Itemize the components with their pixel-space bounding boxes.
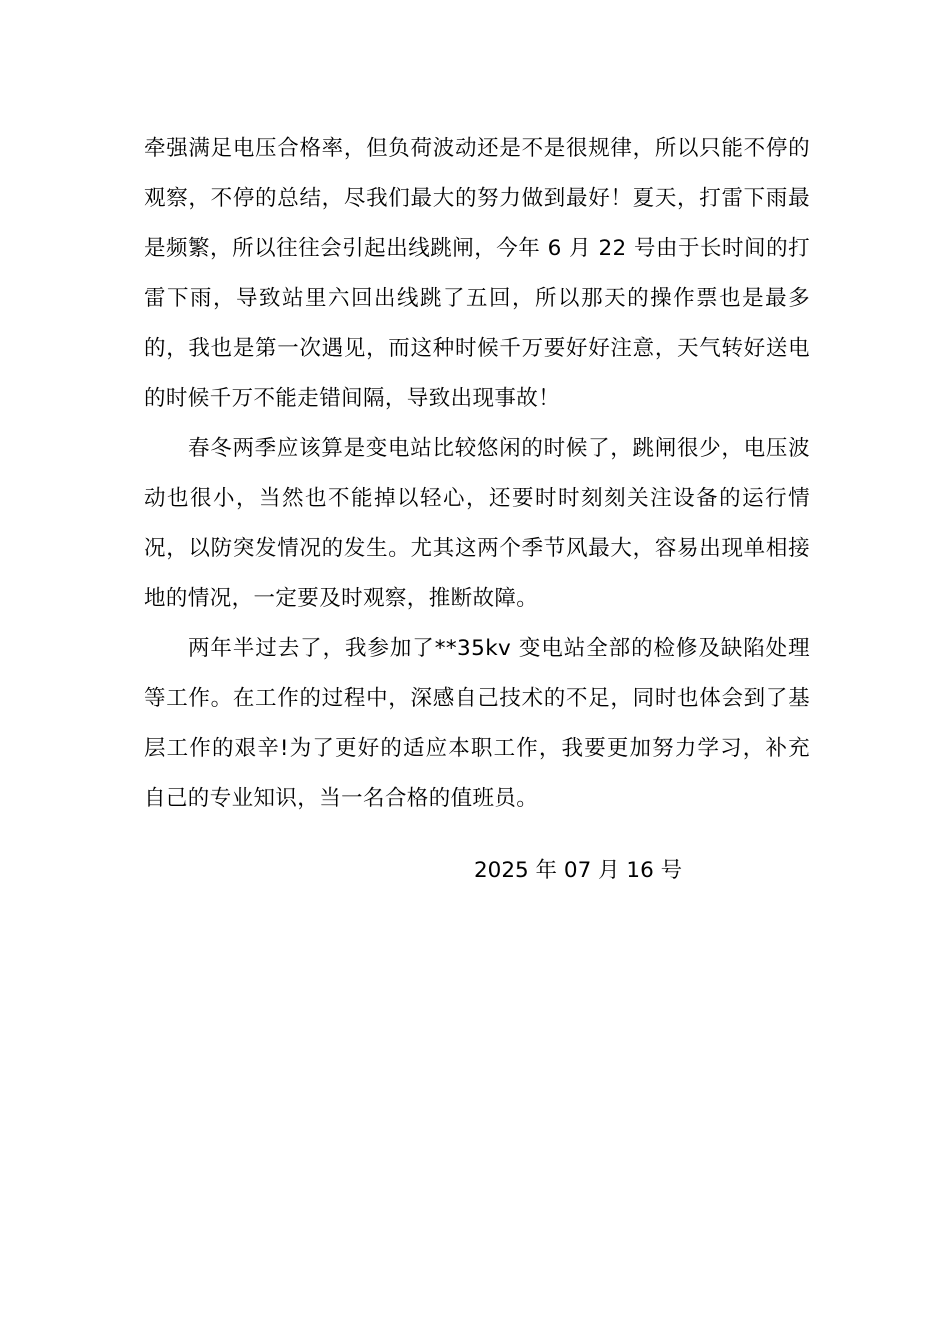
paragraph-continuation: 牵强满足电压合格率，但负荷波动还是不是很规律，所以只能不停的观察，不停的总结，尽我们最大的努力做到最好！夏天，打雷下雨最是频繁，所以往往会引起出线跳闸，今年 6 月 22 号由于长时间的打雷下雨，导致站里六回出线跳了五回，所以那天的操作票也是最多的，我也是第一次遇见，而这种时候千万要好好注意，天气转好送电的时候千万不能走错间隔，导致出现事故！ [144, 136, 810, 411]
paragraph-spring-winter: 春冬两季应该算是变电站比较悠闲的时候了，跳闸很少，电压波动也很小，当然也不能掉以轻心，还要时时刻刻关注设备的运行情况，以防突发情况的发生。尤其这两个季节风最大，容易出现单相接地的情况，一定要及时观察，推断故障。 [144, 436, 810, 611]
document-body [144, 124, 810, 824]
document-date: 2025 年 07 月 16 号 [474, 858, 683, 883]
paragraph-conclusion: 两年半过去了，我参加了**35kv 变电站全部的检修及缺陷处理等工作。在工作的过程中，深感自己技术的不足，同时也体会到了基层工作的艰辛!为了更好的适应本职工作，我要更加努力学习，补充自己的专业知识，当一名合格的值班员。 [144, 636, 810, 811]
